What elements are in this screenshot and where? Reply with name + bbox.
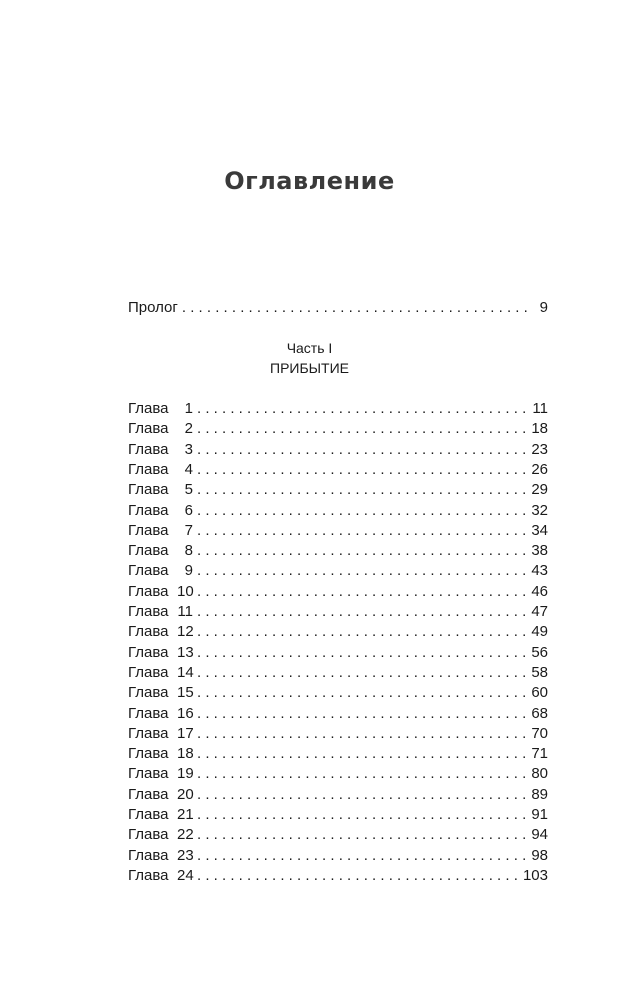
toc-entry-label: [128, 704, 193, 724]
toc-entry-label: [128, 419, 193, 439]
toc-page-number: 58: [531, 663, 548, 681]
chapter-number: 23: [177, 846, 194, 864]
toc-page-number: 68: [531, 704, 548, 722]
chapter-word: Глава: [128, 521, 169, 539]
chapter-number: 19: [177, 765, 194, 783]
dot-leader: [197, 440, 528, 460]
toc-page-number: 18: [531, 420, 548, 438]
toc-entry-chapter[interactable]: [128, 825, 548, 845]
toc-page-number: 9: [539, 299, 548, 316]
chapter-word: Глава: [128, 603, 169, 620]
toc-entry-label: [128, 622, 193, 642]
dot-leader: [197, 663, 528, 683]
toc-entry-label: [128, 805, 193, 825]
toc-page-number: 70: [531, 724, 548, 742]
dot-leader: [197, 724, 528, 744]
toc-entry-label: [128, 440, 193, 460]
chapter-word: Глава: [128, 866, 169, 884]
part-number: Часть I: [286, 340, 333, 356]
toc-entry-chapter[interactable]: [128, 460, 548, 480]
chapter-number: 22: [177, 826, 194, 844]
toc-page-number: 89: [531, 785, 548, 803]
dot-leader: [197, 846, 528, 866]
toc-entry-label: [128, 541, 193, 561]
chapter-word: Глава: [128, 623, 169, 641]
toc-page-number: 32: [531, 501, 548, 519]
toc-page-number: 29: [531, 481, 548, 499]
dot-leader: [197, 399, 529, 419]
chapter-word: Глава: [128, 765, 169, 783]
dot-leader: [197, 825, 528, 845]
chapter-word: Глава: [128, 582, 169, 600]
toc-entry-label: [128, 602, 193, 622]
toc-entry-label: [128, 846, 193, 866]
dot-leader: [197, 704, 528, 724]
toc-page-number: 49: [531, 623, 548, 641]
toc-page-number: 38: [531, 542, 548, 560]
chapter-word: Глава: [128, 846, 169, 864]
chapter-word: Глава: [128, 663, 169, 681]
toc-entry-label: [128, 521, 193, 541]
chapter-number: 20: [177, 785, 194, 803]
toc-page-number: 11: [532, 400, 548, 417]
toc-entry-label: [128, 480, 193, 500]
dot-leader: [197, 683, 528, 703]
dot-leader: [197, 501, 528, 521]
toc-entry-chapter[interactable]: [128, 561, 548, 581]
dot-leader: [197, 561, 528, 581]
chapter-word: Глава: [128, 704, 169, 722]
chapter-number: 4: [184, 460, 193, 478]
dot-leader: [197, 460, 528, 480]
toc-entry-chapter[interactable]: [128, 501, 548, 521]
toc-entry-chapter[interactable]: [128, 805, 548, 825]
toc-entry-chapter[interactable]: [128, 440, 548, 460]
chapter-word: Глава: [128, 400, 169, 417]
dot-leader: [197, 480, 528, 500]
toc-entry-chapter[interactable]: [128, 582, 548, 602]
toc-page-number: 103: [522, 866, 548, 884]
toc-entry-label: [128, 866, 193, 886]
toc-page-number: 98: [531, 846, 548, 864]
toc-entry-label: Пролог: [128, 299, 178, 316]
chapter-word: Глава: [128, 501, 169, 519]
toc-entry-chapter[interactable]: [128, 643, 548, 663]
toc-page-number: 94: [531, 826, 548, 844]
toc-entry-chapter[interactable]: [128, 683, 548, 703]
toc-entry-chapter[interactable]: [128, 419, 548, 439]
chapter-number: 12: [177, 623, 194, 641]
chapter-word: Глава: [128, 643, 169, 661]
dot-leader: [197, 521, 528, 541]
chapter-word: Глава: [128, 806, 169, 823]
toc-entry-chapter[interactable]: [128, 521, 548, 541]
toc-page-number: 43: [531, 562, 548, 580]
toc-entry-label: [128, 643, 193, 663]
chapter-number: 1: [184, 400, 193, 417]
chapter-number: 15: [177, 684, 194, 702]
part-name: ПРИБЫТИЕ: [270, 360, 349, 376]
chapter-word: Глава: [128, 542, 169, 560]
chapter-number: 11: [177, 603, 193, 620]
toc-page-number: 56: [531, 643, 548, 661]
dot-leader: [197, 744, 528, 764]
chapter-number: 14: [177, 663, 194, 681]
toc-entry-chapter[interactable]: [128, 663, 548, 683]
chapter-word: Глава: [128, 460, 169, 478]
toc-page-number: 23: [531, 440, 548, 458]
toc-entry-chapter[interactable]: [128, 480, 548, 500]
toc-entry-label: [128, 663, 193, 683]
dot-leader: [197, 866, 520, 886]
chapter-number: 13: [177, 643, 194, 661]
toc-entry-label: [128, 825, 193, 845]
toc-page-number: 26: [531, 460, 548, 478]
toc-page-number: 34: [531, 521, 548, 539]
dot-leader: [197, 764, 528, 784]
toc-page-number: 80: [531, 765, 548, 783]
chapter-number: 5: [184, 481, 193, 499]
chapter-number: 2: [184, 420, 193, 438]
chapter-number: 3: [184, 440, 193, 458]
chapter-number: 9: [184, 562, 193, 580]
toc-entry-prologue[interactable]: [128, 298, 548, 318]
toc-page-number: 46: [531, 582, 548, 600]
dot-leader: [197, 622, 528, 642]
toc-entry-label: [128, 460, 193, 480]
toc-entry-chapter[interactable]: [128, 846, 548, 866]
chapter-word: Глава: [128, 785, 169, 803]
chapter-word: Глава: [128, 440, 169, 458]
toc-entry-label: [128, 785, 193, 805]
toc-entry-chapter[interactable]: [128, 541, 548, 561]
chapter-word: Глава: [128, 745, 169, 763]
toc-entry-chapter[interactable]: [128, 866, 548, 886]
toc-entry-label: [128, 399, 193, 419]
chapter-word: Глава: [128, 481, 169, 499]
dot-leader: [197, 419, 528, 439]
dot-leader: [197, 805, 528, 825]
toc-entry-chapter[interactable]: [128, 744, 548, 764]
toc-entry-chapter[interactable]: [128, 724, 548, 744]
toc-entry-label: [128, 764, 193, 784]
page-title: Оглавление: [224, 167, 395, 195]
dot-leader: [182, 298, 531, 318]
chapter-word: Глава: [128, 420, 169, 438]
chapter-number: 18: [177, 745, 194, 763]
dot-leader: [197, 602, 528, 622]
toc-page-number: 91: [531, 806, 548, 823]
toc-entry-label: [128, 724, 193, 744]
toc-page-number: 60: [531, 684, 548, 702]
toc-entry-chapter[interactable]: [128, 785, 548, 805]
toc-entry-chapter[interactable]: [128, 622, 548, 642]
chapter-number: 16: [177, 704, 194, 722]
toc-entry-label: [128, 561, 193, 581]
chapter-number: 21: [177, 806, 194, 823]
chapter-word: Глава: [128, 724, 169, 742]
chapter-word: Глава: [128, 826, 169, 844]
toc-entry-chapter[interactable]: [128, 764, 548, 784]
toc-entry-label: [128, 501, 193, 521]
chapter-number: 6: [184, 501, 193, 519]
toc-entry-label: [128, 683, 193, 703]
chapter-number: 8: [184, 542, 193, 560]
dot-leader: [197, 643, 528, 663]
dot-leader: [197, 541, 528, 561]
chapter-number: 17: [177, 724, 194, 742]
toc-entry-chapter[interactable]: [128, 399, 548, 419]
dot-leader: [197, 785, 528, 805]
dot-leader: [197, 582, 528, 602]
chapter-word: Глава: [128, 684, 169, 702]
toc-page-number: 71: [531, 745, 548, 763]
toc-entry-chapter[interactable]: [128, 602, 548, 622]
toc-page-number: 47: [531, 603, 548, 620]
chapter-number: 10: [177, 582, 194, 600]
toc-entry-label: [128, 744, 193, 764]
chapter-number: 7: [184, 521, 193, 539]
toc-entry-label: [128, 582, 193, 602]
chapter-word: Глава: [128, 562, 169, 580]
toc-entry-chapter[interactable]: [128, 704, 548, 724]
chapter-number: 24: [177, 866, 194, 884]
